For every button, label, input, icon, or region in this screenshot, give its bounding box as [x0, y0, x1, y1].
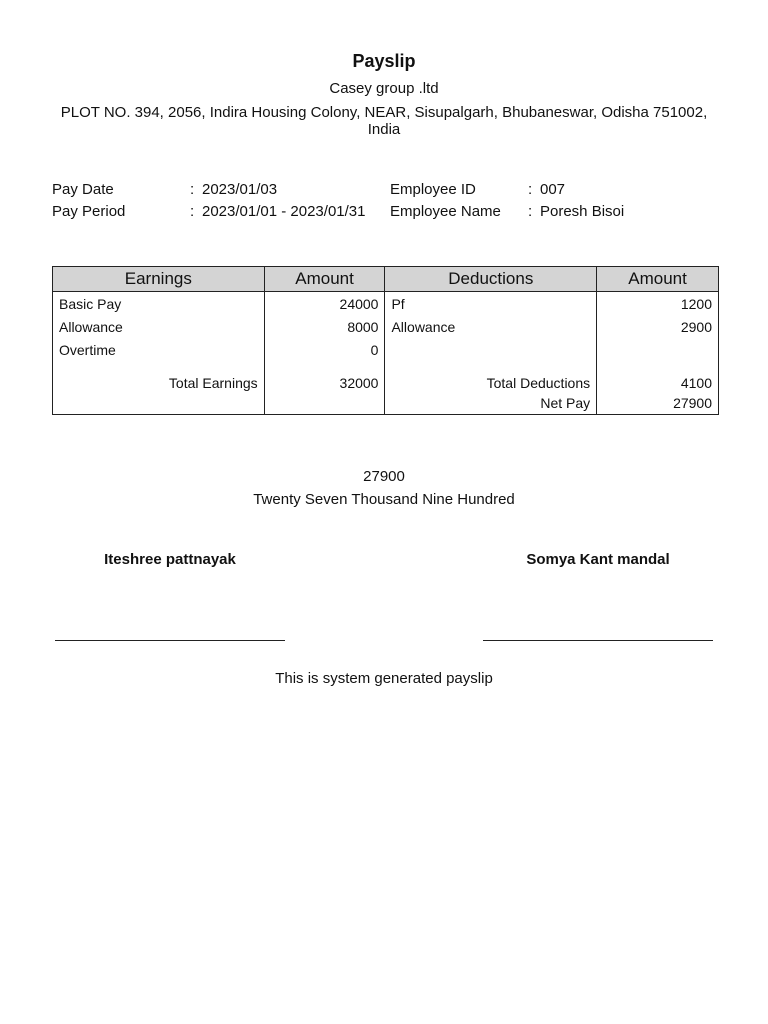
- total-earnings-value: 32000: [264, 361, 385, 391]
- net-pay-in-words: Twenty Seven Thousand Nine Hundred: [253, 491, 515, 508]
- deduction-amount: [597, 338, 719, 361]
- net-pay-label: Net Pay: [385, 391, 597, 415]
- deduction-label: Allowance: [385, 315, 597, 338]
- net-pay-row: [53, 391, 719, 415]
- deduction-amount: 1200: [597, 292, 719, 316]
- total-earnings-label: Total Earnings: [53, 361, 265, 391]
- pay-date-value: 2023/01/03: [202, 181, 278, 198]
- deduction-label: [385, 338, 597, 361]
- deduction-amount: 2900: [597, 315, 719, 338]
- table-row: [53, 338, 719, 361]
- pay-period-separator: :: [190, 203, 195, 220]
- signature-line-right: [483, 640, 713, 641]
- signatory-left: Iteshree pattnayak: [104, 551, 236, 568]
- pay-period-label: Pay Period: [52, 203, 126, 220]
- company-address: PLOT NO. 394, 2056, Indira Housing Colony, NEAR, Sisupalgarh, Bhubaneswar, Odisha 751002, India: [60, 104, 708, 138]
- net-pay-value: 27900: [597, 391, 719, 415]
- table-row: [53, 315, 719, 338]
- table-header-row: [53, 267, 719, 292]
- signatory-right: Somya Kant mandal: [526, 551, 670, 568]
- total-deductions-label: Total Deductions: [385, 361, 597, 391]
- earning-amount: 0: [264, 338, 385, 361]
- company-name: Casey group .ltd: [329, 80, 439, 97]
- earning-label: Overtime: [53, 338, 265, 361]
- deductions-amount-header: Amount: [597, 267, 719, 292]
- deductions-header: Deductions: [385, 267, 597, 292]
- deduction-label: Pf: [385, 292, 597, 316]
- table-row: [53, 292, 719, 316]
- pay-date-separator: :: [190, 181, 195, 198]
- empty-cell: [53, 391, 265, 415]
- payslip-title: Payslip: [352, 51, 416, 71]
- earning-amount: 8000: [264, 315, 385, 338]
- pay-period-value: 2023/01/01 - 2023/01/31: [202, 203, 366, 220]
- earning-label: Allowance: [53, 315, 265, 338]
- earning-label: Basic Pay: [53, 292, 265, 316]
- footer-note: This is system generated payslip: [275, 670, 493, 687]
- empty-cell: [264, 391, 385, 415]
- earning-amount: 24000: [264, 292, 385, 316]
- employee-name-label: Employee Name: [390, 203, 501, 220]
- earnings-header: Earnings: [53, 267, 265, 292]
- employee-id-value: 007: [540, 181, 566, 198]
- payslip-table: [52, 266, 719, 415]
- total-deductions-value: 4100: [597, 361, 719, 391]
- signature-line-left: [55, 640, 285, 641]
- employee-id-separator: :: [528, 181, 533, 198]
- total-row: [53, 361, 719, 391]
- pay-date-label: Pay Date: [52, 181, 114, 198]
- employee-name-value: Poresh Bisoi: [540, 203, 625, 220]
- employee-id-label: Employee ID: [390, 181, 476, 198]
- employee-name-separator: :: [528, 203, 533, 220]
- net-pay-amount: 27900: [363, 468, 405, 485]
- earnings-amount-header: Amount: [264, 267, 385, 292]
